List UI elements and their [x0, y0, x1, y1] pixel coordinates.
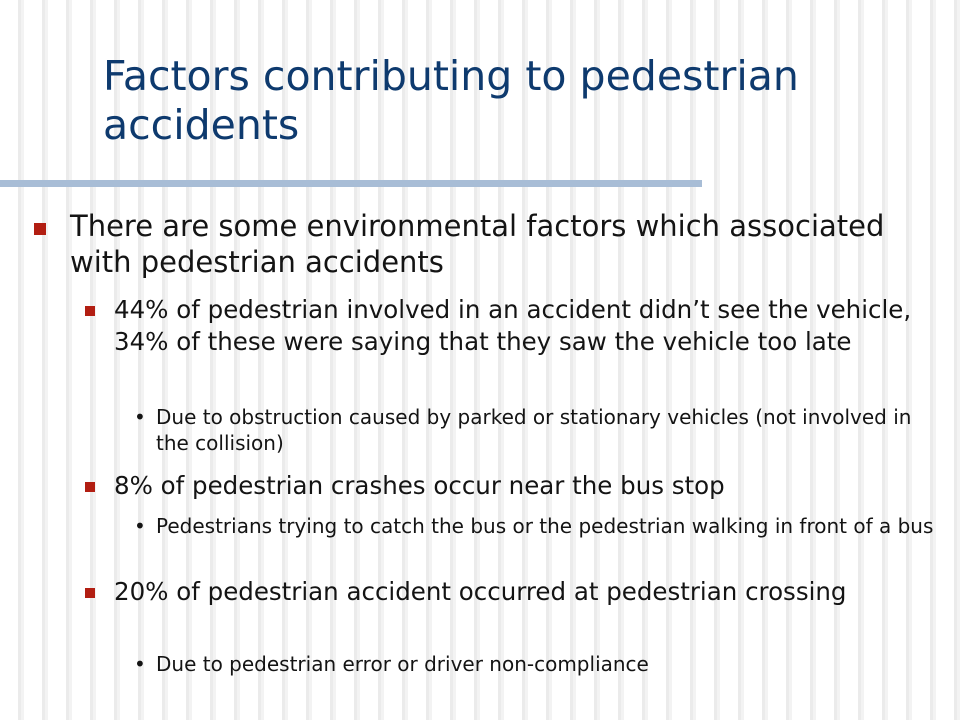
square-bullet-icon [85, 588, 95, 598]
slide-title: Factors contributing to pedestrian accidents [103, 52, 799, 149]
bullet-level1: There are some environmental factors which associated with pedestrian accidents [70, 209, 885, 279]
dot-bullet-icon: • [134, 405, 146, 429]
bullet-level2: 20% of pedestrian accident occurred at pedestrian crossing [114, 577, 847, 606]
bullet-level3: Due to pedestrian error or driver non-compliance [156, 652, 649, 676]
square-bullet-icon [85, 482, 95, 492]
bullet-level2: 44% of pedestrian involved in an accident didn’t see the vehicle, 34% of these were saying that they saw the vehicle too late [114, 295, 912, 356]
dot-bullet-icon: • [134, 652, 146, 676]
bullet-level2: 8% of pedestrian crashes occur near the bus stop [114, 471, 725, 500]
dot-bullet-icon: • [134, 514, 146, 538]
bullet-level3: Due to obstruction caused by parked or stationary vehicles (not involved in the collision) [156, 405, 912, 455]
square-bullet-icon [85, 306, 95, 316]
bullet-level3: Pedestrians trying to catch the bus or the pedestrian walking in front of a bus [156, 514, 934, 538]
square-bullet-icon [34, 223, 46, 235]
